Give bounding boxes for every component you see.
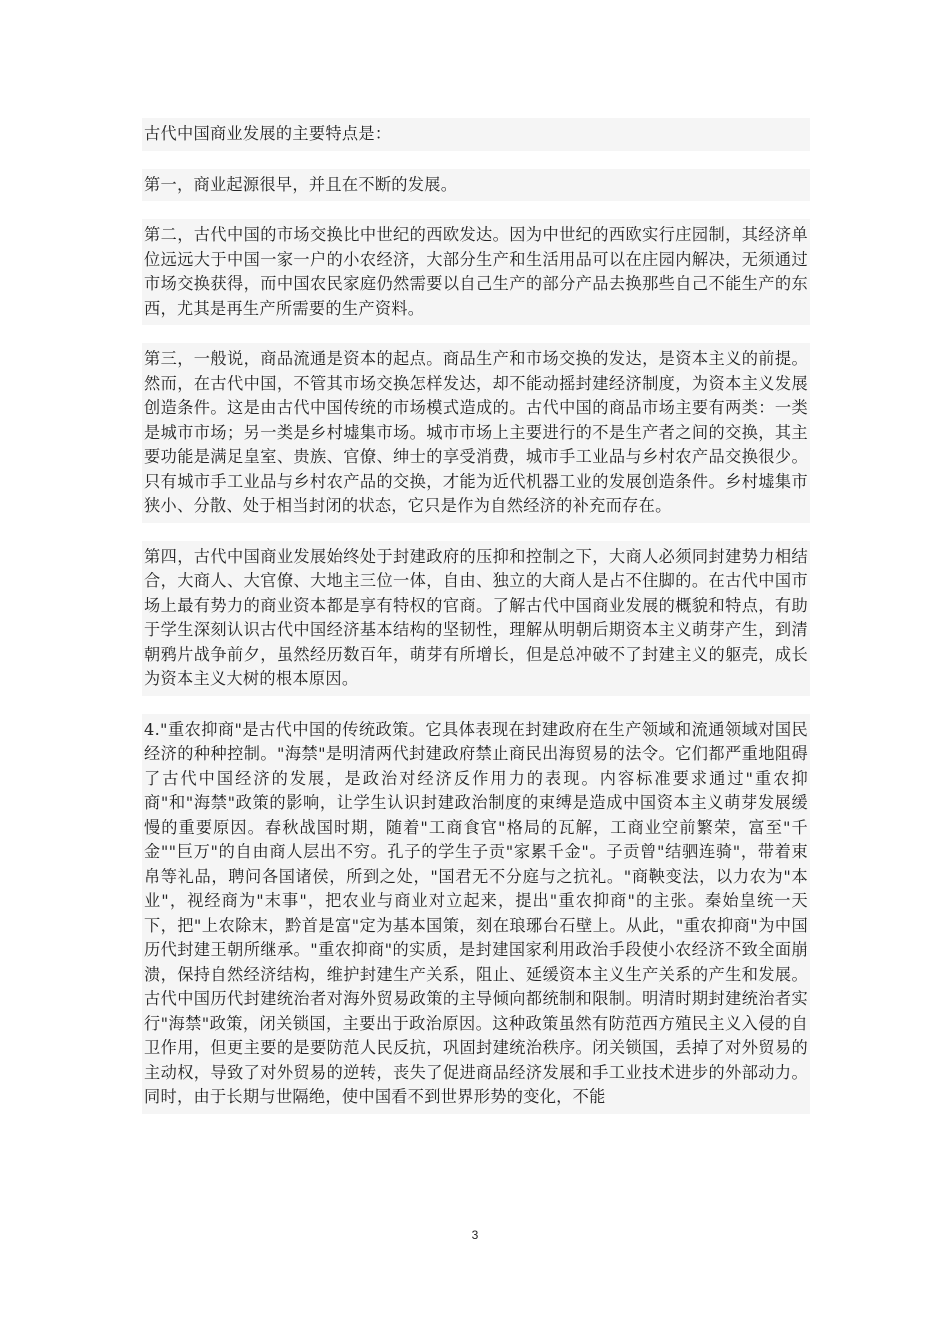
paragraph-third: 第三，一般说，商品流通是资本的起点。商品生产和市场交换的发达，是资本主义的前提。然而，在古代中国，不管其市场交换怎样发达，却不能动摇封建经济制度，为资本主义发展创造条件。这是由古代中国传统的市场模式造成的。古代中国的商品市场主要有两类：一类是城市市场；另一类是乡村墟集市场。城市市场上主要进行的不是生产者之间的交换，其主要功能是满足皇室、贵族、官僚、绅士的享受消费，城市手工业品与乡村农产品交换很少。只有城市手工业品与乡村农产品的交换，才能为近代机器工业的发展创造条件。乡村墟集市狭小、分散、处于相当封闭的状态，它只是作为自然经济的补充而存在。	[142, 343, 810, 523]
paragraph-gap	[142, 696, 810, 714]
paragraph-gap	[142, 151, 810, 169]
paragraph-gap	[142, 325, 810, 343]
paragraph-first: 第一，商业起源很早，并且在不断的发展。	[142, 169, 810, 202]
document-body	[142, 118, 810, 1114]
page-number: 3	[471, 1228, 479, 1242]
paragraph-intro: 古代中国商业发展的主要特点是：	[142, 118, 810, 151]
paragraph-second: 第二，古代中国的市场交换比中世纪的西欧发达。因为中世纪的西欧实行庄园制，其经济单位远远大于中国一家一户的小农经济，大部分生产和生活用品可以在庄园内解决，无须通过市场交换获得，而中国农民家庭仍然需要以自己生产的部分产品去换那些自己不能生产的东西，尤其是再生产所需要的生产资料。	[142, 219, 810, 325]
paragraph-policy: 4."重农抑商"是古代中国的传统政策。它具体表现在封建政府在生产领域和流通领域对国民经济的种种控制。"海禁"是明清两代封建政府禁止商民出海贸易的法令。它们都严重地阻碍了古代中国经济的发展，是政治对经济反作用力的表现。内容标准要求通过"重农抑商"和"海禁"政策的影响，让学生认识封建政治制度的束缚是造成中国资本主义萌芽发展缓慢的重要原因。春秋战国时期，随着"工商食官"格局的瓦解，工商业空前繁荣，富至"千金""巨万"的自由商人层出不穷。孔子的学生子贡"家累千金"。子贡曾"结驷连骑"，带着束帛等礼品，聘问各国诸侯，所到之处，"国君无不分庭与之抗礼。"商鞅变法，以力农为"本业"，视经商为"末事"，把农业与商业对立起来，提出"重农抑商"的主张。秦始皇统一天下，把"上农除末，黔首是富"定为基本国策，刻在琅琊台石壁上。从此，"重农抑商"为中国历代封建王朝所继承。"重农抑商"的实质，是封建国家利用政治手段使小农经济不致全面崩溃，保持自然经济结构，维护封建生产关系，阻止、延缓资本主义生产关系的产生和发展。古代中国历代封建统治者对海外贸易政策的主导倾向都统制和限制。明清时期封建统治者实行"海禁"政策，闭关锁国，主要出于政治原因。这种政策虽然有防范西方殖民主义入侵的自卫作用，但更主要的是要防范人民反抗，巩固封建统治秩序。闭关锁国，丢掉了对外贸易的主动权，导致了对外贸易的逆转，丧失了促进商品经济发展和手工业技术进步的外部动力。同时，由于长期与世隔绝，使中国看不到世界形势的变化，不能	[142, 714, 810, 1114]
paragraph-gap	[142, 523, 810, 541]
paragraph-fourth: 第四，古代中国商业发展始终处于封建政府的压抑和控制之下，大商人必须同封建势力相结合，大商人、大官僚、大地主三位一体，自由、独立的大商人是占不住脚的。在古代中国市场上最有势力的商业资本都是享有特权的官商。了解古代中国商业发展的概貌和特点，有助于学生深刻认识古代中国经济基本结构的坚韧性，理解从明朝后期资本主义萌芽产生，到清朝鸦片战争前夕，虽然经历数百年，萌芽有所增长，但是总冲破不了封建主义的躯壳，成长为资本主义大树的根本原因。	[142, 541, 810, 696]
paragraph-gap	[142, 201, 810, 219]
